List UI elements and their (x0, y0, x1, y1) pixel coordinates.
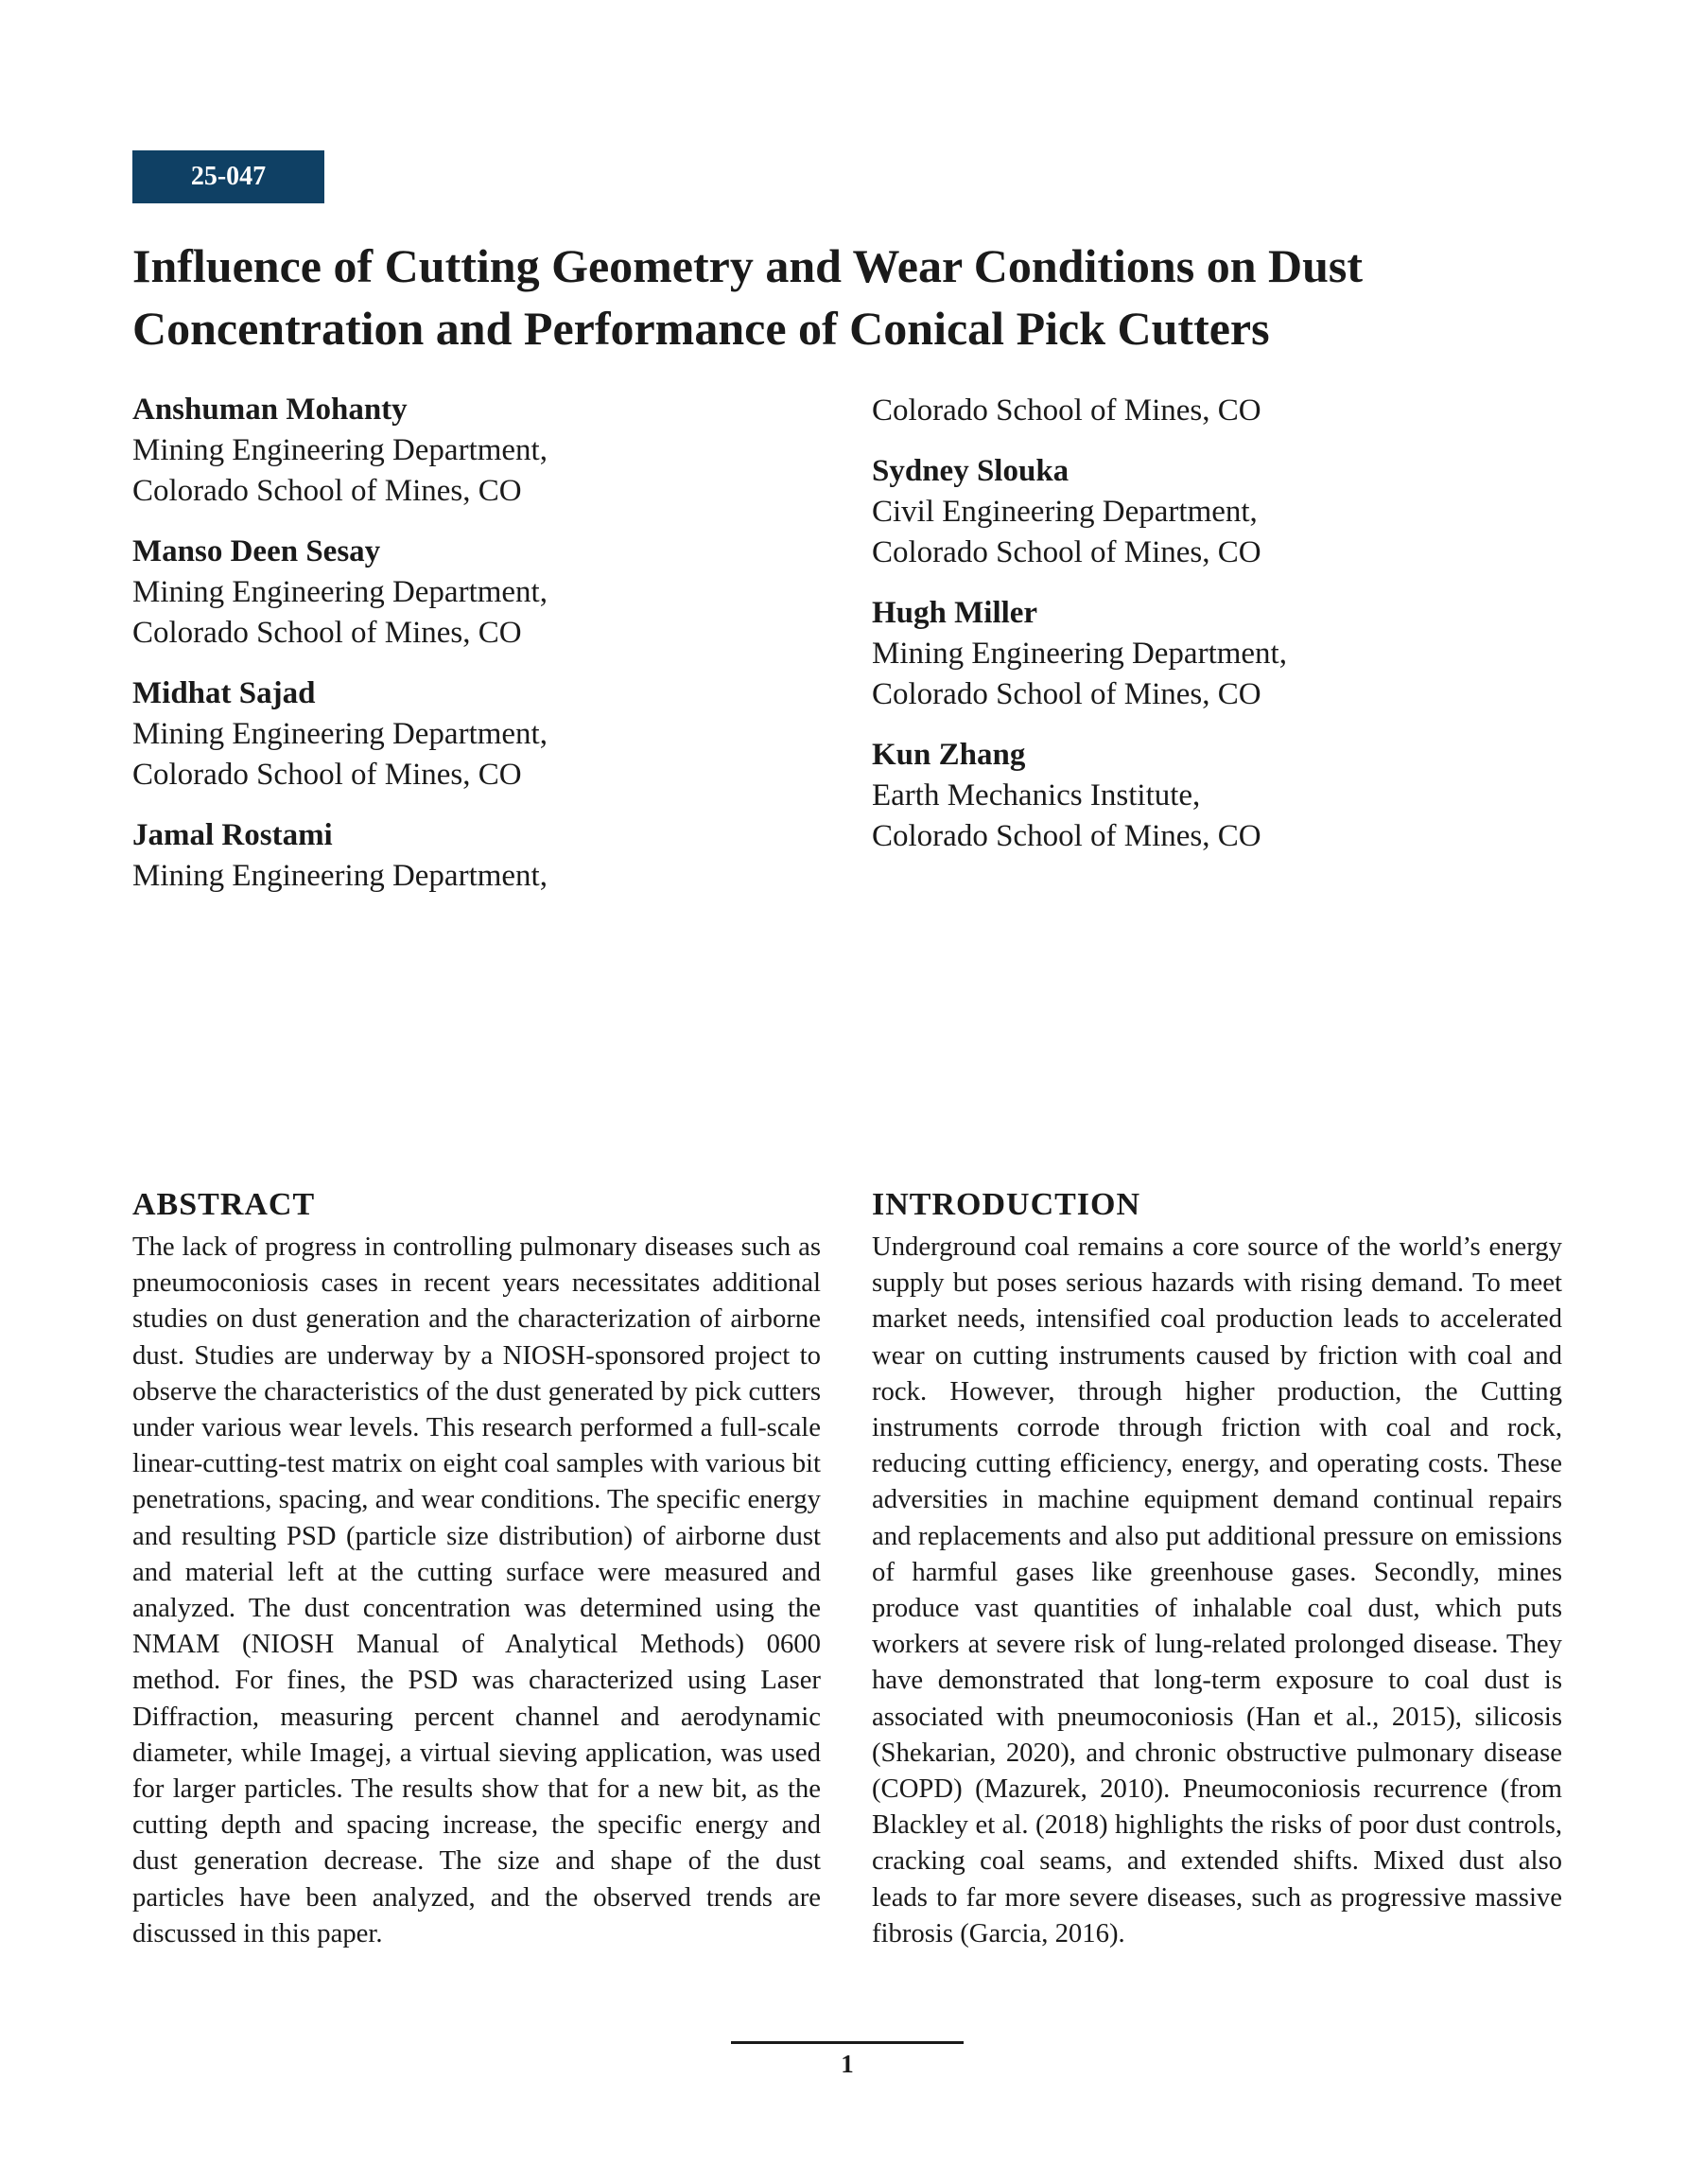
author-block (872, 735, 1591, 857)
title-line: Influence of Cutting Geometry and Wear Conditions on Dust (132, 239, 1364, 292)
authors-left-column (132, 390, 851, 917)
abstract-heading: ABSTRACT (132, 1187, 316, 1222)
author-name: Jamal Rostami (132, 818, 333, 852)
author-name: Hugh Miller (872, 596, 1038, 630)
paper-title (132, 235, 1551, 359)
author-name: Manso Deen Sesay (132, 534, 381, 568)
author-affiliation: Colorado School of Mines, CO (872, 535, 1261, 569)
author-affiliation: Mining Engineering Department, (132, 859, 548, 893)
author-block (872, 593, 1591, 715)
paper-id-badge: 25-047 (132, 150, 324, 203)
author-affiliation: Colorado School of Mines, CO (132, 474, 522, 508)
author-affiliation: Mining Engineering Department, (872, 637, 1287, 671)
authors-right-column (872, 391, 1591, 877)
author-affiliation: Mining Engineering Department, (132, 575, 548, 609)
author-affiliation: Earth Mechanics Institute, (872, 778, 1201, 812)
author-name: Anshuman Mohanty (132, 393, 408, 427)
author-affiliation: Mining Engineering Department, (132, 717, 548, 751)
introduction-heading: INTRODUCTION (872, 1187, 1141, 1222)
author-affiliation: Colorado School of Mines, CO (132, 758, 522, 792)
introduction-body: Underground coal remains a core source of the world’s energy supply but poses serious hazards with rising demand. To meet market needs, intensified coal production leads to accelerated wear on cutting instruments caused by friction with coal and rock. However, through higher production, the Cutting instruments corrode through friction with coal and rock, reducing cutting efficiency, energy, and operating costs. These adversities in machine equipment demand continual repairs and replacements and also put additional pressure on emissions of harmful gases like greenhouse gases. Secondly, mines produce vast quantities of inhalable coal dust, which puts workers at severe risk of lung-related prolonged disease. They have demonstrated that long-term exposure to coal dust is associated with pneumoconiosis (Han et al., 2015), silicosis (Shekarian, 2020), and chronic obstructive pulmonary disease (COPD) (Mazurek, 2010). Pneumoconiosis recurrence (from Blackley et al. (2018) highlights the risks of poor dust controls, cracking coal seams, and extended shifts. Mixed dust also leads to far more severe diseases, such as progressive massive fibrosis (Garcia, 2016). (872, 1232, 1562, 1948)
author-block-continued (872, 391, 1591, 431)
author-block (132, 815, 851, 897)
author-affiliation: Colorado School of Mines, CO (872, 677, 1261, 711)
author-name: Kun Zhang (872, 738, 1026, 772)
footer-divider (731, 2041, 964, 2044)
author-affiliation: Civil Engineering Department, (872, 495, 1258, 529)
author-affiliation: Colorado School of Mines, CO (872, 819, 1261, 853)
title-line: Concentration and Performance of Conical Pick Cutters (132, 302, 1270, 355)
author-affiliation: Colorado School of Mines, CO (872, 393, 1261, 428)
page-number: 1 (841, 2050, 854, 2078)
author-name: Midhat Sajad (132, 676, 316, 710)
author-affiliation: Colorado School of Mines, CO (132, 616, 522, 650)
abstract-section (132, 1185, 821, 1951)
author-affiliation: Mining Engineering Department, (132, 433, 548, 467)
author-name: Sydney Slouka (872, 454, 1070, 488)
author-block (132, 673, 851, 795)
introduction-section (872, 1185, 1562, 1951)
author-block (132, 532, 851, 654)
author-block (872, 451, 1591, 573)
author-block (132, 390, 851, 512)
abstract-body: The lack of progress in controlling pulmonary diseases such as pneumoconiosis cases in recent years necessitates additional studies on dust generation and the characterization of airborne dust. Studies are underway by a NIOSH-sponsored project to observe the characteristics of the dust generated by pick cutters under various wear levels. This research performed a full-scale linear-cutting-test matrix on eight coal samples with various bit penetrations, spacing, and wear conditions. The specific energy and resulting PSD (particle size distribution) of airborne dust and material left at the cutting surface were measured and analyzed. The dust concentration was determined using the NMAM (NIOSH Manual of Analytical Methods) 0600 method. For fines, the PSD was characterized using Laser Diffraction, measuring percent channel and aerodynamic diameter, while Imagej, a virtual sieving application, was used for larger particles. The results show that for a new bit, as the cutting depth and spacing increase, the specific energy and dust generation decrease. The size and shape of the dust particles have been analyzed, and the observed trends are discussed in this paper. (132, 1232, 821, 1948)
